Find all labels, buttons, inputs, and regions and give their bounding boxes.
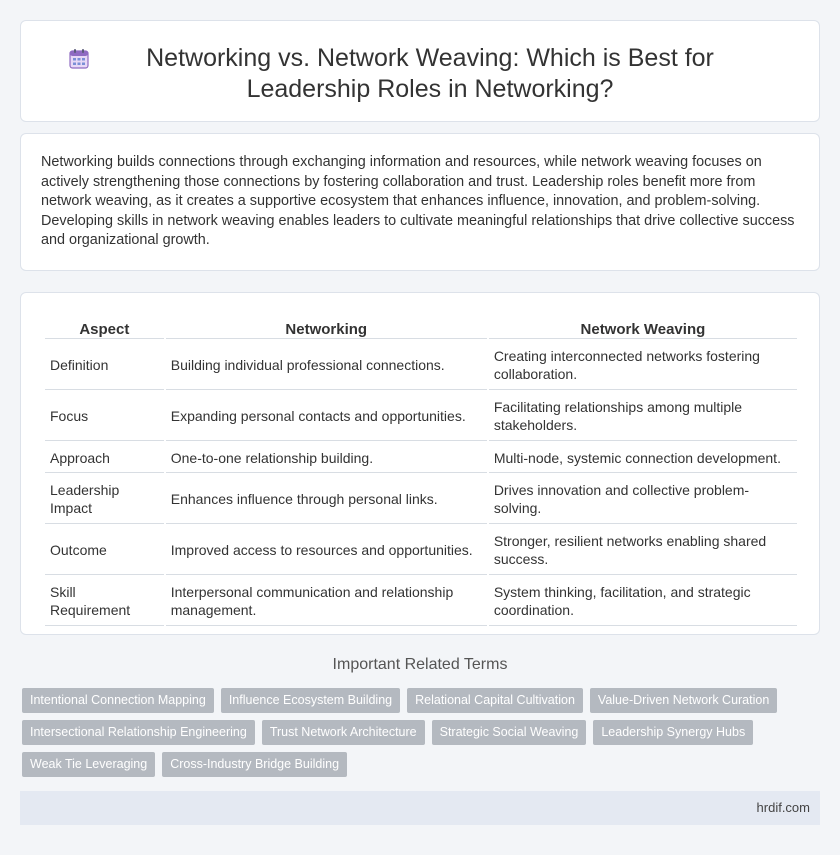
footer [20, 791, 820, 825]
row-networking: One-to-one relationship building. [166, 443, 487, 473]
row-aspect: Focus [45, 392, 164, 441]
row-network-weaving: System thinking, facilitation, and strategic coordination. [489, 577, 797, 626]
row-aspect: Approach [45, 443, 164, 473]
title-row [21, 43, 819, 105]
title-card [20, 20, 820, 122]
table-row [45, 392, 797, 441]
row-networking: Enhances influence through personal links. [166, 475, 487, 524]
row-aspect: Definition [45, 341, 164, 390]
related-terms-tags [22, 688, 782, 777]
row-networking: Interpersonal communication and relationship management. [166, 577, 487, 626]
header-network-weaving: Network Weaving [489, 317, 797, 339]
table-row [45, 577, 797, 626]
row-network-weaving: Stronger, resilient networks enabling shared success. [489, 526, 797, 575]
row-networking: Building individual professional connections. [166, 341, 487, 390]
tag-trust-network-architecture[interactable]: Trust Network Architecture [262, 720, 425, 745]
calendar-icon [67, 47, 91, 71]
table-row [45, 443, 797, 473]
tag-intentional-connection-mapping[interactable]: Intentional Connection Mapping [22, 688, 214, 713]
row-network-weaving: Drives innovation and collective problem-solving. [489, 475, 797, 524]
table-header-row [45, 317, 797, 339]
table-row [45, 526, 797, 575]
comparison-card [20, 292, 820, 635]
row-network-weaving: Multi-node, systemic connection development. [489, 443, 797, 473]
related-terms-title: Important Related Terms [332, 656, 508, 673]
row-aspect: Outcome [45, 526, 164, 575]
tag-strategic-social-weaving[interactable]: Strategic Social Weaving [432, 720, 587, 745]
table-row [45, 475, 797, 524]
footer-site-link[interactable]: hrdif.com [756, 800, 810, 815]
page-title: Networking vs. Network Weaving: Which is Best for Leadership Roles in Networking? [146, 44, 714, 103]
tag-weak-tie-leveraging[interactable]: Weak Tie Leveraging [22, 752, 155, 777]
header-networking: Networking [166, 317, 487, 339]
row-aspect: Skill Requirement [45, 577, 164, 626]
row-networking: Improved access to resources and opportunities. [166, 526, 487, 575]
header-aspect: Aspect [45, 317, 164, 339]
row-network-weaving: Creating interconnected networks fostering collaboration. [489, 341, 797, 390]
row-networking: Expanding personal contacts and opportunities. [166, 392, 487, 441]
tag-cross-industry-bridge-building[interactable]: Cross-Industry Bridge Building [162, 752, 347, 777]
comparison-table [43, 315, 799, 628]
row-aspect: Leadership Impact [45, 475, 164, 524]
tag-leadership-synergy-hubs[interactable]: Leadership Synergy Hubs [593, 720, 753, 745]
table-row [45, 341, 797, 390]
tag-value-driven-network-curation[interactable]: Value-Driven Network Curation [590, 688, 777, 713]
summary-card [20, 133, 820, 271]
row-network-weaving: Facilitating relationships among multiple stakeholders. [489, 392, 797, 441]
tag-relational-capital-cultivation[interactable]: Relational Capital Cultivation [407, 688, 583, 713]
summary-paragraph: Networking builds connections through exchanging information and resources, while network weaving focuses on actively strengthening those connections by fostering collaboration and trust. Leadership roles benefit more from network weaving, as it creates a supportive ecosystem that enhances influence, innovation, and problem-solving. Developing skills in network weaving enables leaders to cultivate meaningful relationships that drive collective success and organizational growth. [41, 154, 795, 248]
tag-intersectional-relationship-engineering[interactable]: Intersectional Relationship Engineering [22, 720, 255, 745]
tag-influence-ecosystem-building[interactable]: Influence Ecosystem Building [221, 688, 400, 713]
